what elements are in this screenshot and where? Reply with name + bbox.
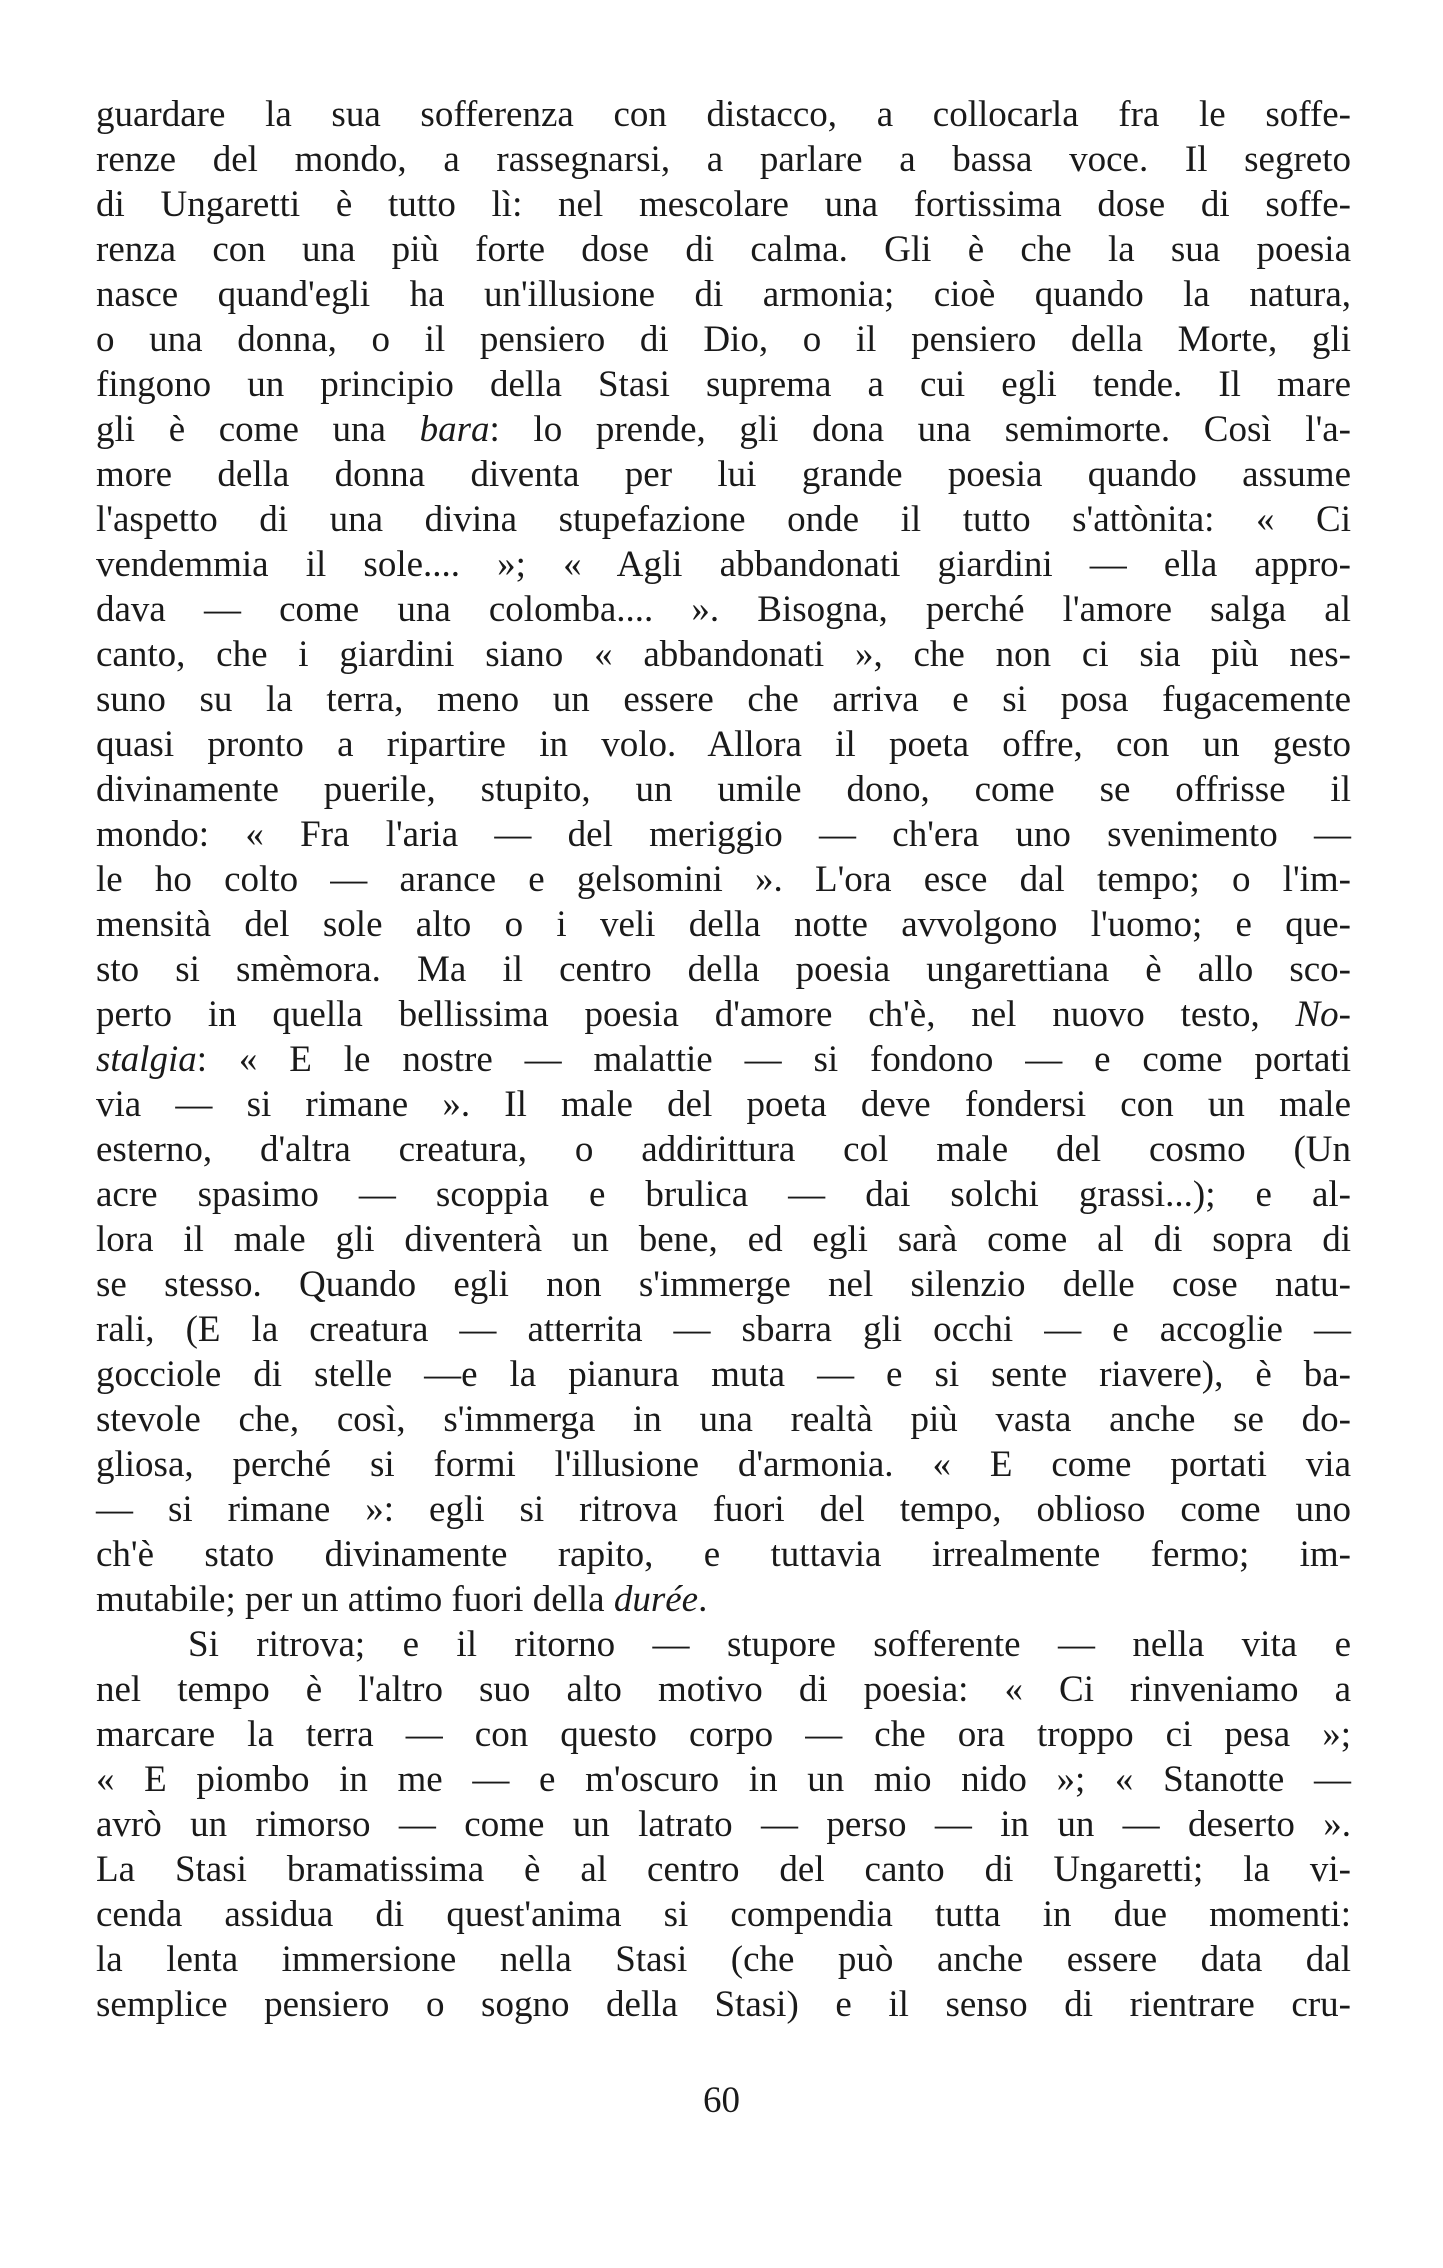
text-line: nasce quand'egli ha un'illusione di armonia; cioè quando la natura, <box>96 274 1351 315</box>
text-line: sto si smèmora. Ma il centro della poesia ungarettiana è allo sco- <box>96 949 1351 990</box>
text-line: renza con una più forte dose di calma. Gli è che la sua poesia <box>96 229 1351 270</box>
text-line: semplice pensiero o sogno della Stasi) e il senso di rientrare cru- <box>96 1984 1351 2025</box>
text-run: mutabile; per un attimo fuori della <box>96 1579 614 1620</box>
text-line: marcare la terra — con questo corpo — che ora troppo ci pesa »; <box>96 1714 1351 1755</box>
text-line: lora il male gli diventerà un bene, ed egli sarà come al di sopra di <box>96 1219 1351 1260</box>
text-line: ch'è stato divinamente rapito, e tuttavia irrealmente fermo; im- <box>96 1534 1351 1575</box>
text-line: acre spasimo — scoppia e brulica — dai solchi grassi...); e al- <box>96 1174 1351 1215</box>
body-text <box>96 92 1351 2027</box>
text-line: esterno, d'altra creatura, o addirittura col male del cosmo (Un <box>96 1129 1351 1170</box>
text-line <box>96 992 1351 1037</box>
text-line: la lenta immersione nella Stasi (che può anche essere data dal <box>96 1939 1351 1980</box>
text-line: rali, (E la creatura — atterrita — sbarra gli occhi — e accoglie — <box>96 1309 1351 1350</box>
text-line: nel tempo è l'altro suo alto motivo di poesia: « Ci rinveniamo a <box>96 1669 1351 1710</box>
italic-word: No- <box>1295 994 1351 1035</box>
text-line: renze del mondo, a rassegnarsi, a parlare a bassa voce. Il segreto <box>96 139 1351 180</box>
text-run: : lo prende, gli dona una semimorte. Così l'a- <box>489 409 1351 450</box>
text-line: suno su la terra, meno un essere che arriva e si posa fugacemente <box>96 679 1351 720</box>
text-line: gliosa, perché si formi l'illusione d'armonia. « E come portati via <box>96 1444 1351 1485</box>
text-run: gli è come una <box>96 409 420 450</box>
page-number: 60 <box>703 2080 740 2121</box>
text-line: quasi pronto a ripartire in volo. Allora il poeta offre, con un gesto <box>96 724 1351 765</box>
text-line: « E piombo in me — e m'oscuro in un mio nido »; « Stanotte — <box>96 1759 1351 1800</box>
text-line: le ho colto — arance e gelsomini ». L'ora esce dal tempo; o l'im- <box>96 859 1351 900</box>
text-line: via — si rimane ». Il male del poeta deve fondersi con un male <box>96 1084 1351 1125</box>
text-run: : « E le nostre — malattie — si fondono — e come portati <box>196 1039 1351 1080</box>
text-line: mondo: « Fra l'aria — del meriggio — ch'era uno svenimento — <box>96 814 1351 855</box>
text-run: . <box>698 1579 708 1620</box>
text-line <box>96 407 1351 452</box>
text-line: l'aspetto di una divina stupefazione onde il tutto s'attònita: « Ci <box>96 499 1351 540</box>
text-line: dava — come una colomba.... ». Bisogna, perché l'amore salga al <box>96 589 1351 630</box>
text-line: guardare la sua sofferenza con distacco, a collocarla fra le soffe- <box>96 94 1351 135</box>
text-line: fingono un principio della Stasi suprema a cui egli tende. Il mare <box>96 364 1351 405</box>
text-line <box>96 1577 1351 1622</box>
text-line: avrò un rimorso — come un latrato — perso — in un — deserto ». <box>96 1804 1351 1845</box>
italic-word: bara <box>419 409 490 450</box>
italic-word: stalgia <box>96 1039 197 1080</box>
text-line: canto, che i giardini siano « abbandonati », che non ci sia più nes- <box>96 634 1351 675</box>
text-line: vendemmia il sole.... »; « Agli abbandonati giardini — ella appro- <box>96 544 1351 585</box>
text-line: o una donna, o il pensiero di Dio, o il pensiero della Morte, gli <box>96 319 1351 360</box>
text-line: mensità del sole alto o i veli della notte avvolgono l'uomo; e que- <box>96 904 1351 945</box>
text-line <box>96 1037 1351 1082</box>
text-line: La Stasi bramatissima è al centro del canto di Ungaretti; la vi- <box>96 1849 1351 1890</box>
text-run: perto in quella bellissima poesia d'amore ch'è, nel nuovo testo, <box>96 994 1296 1035</box>
text-line: divinamente puerile, stupito, un umile dono, come se offrisse il <box>96 769 1351 810</box>
paragraph-first-line: Si ritrova; e il ritorno — stupore sofferente — nella vita e <box>188 1624 1351 1665</box>
text-line: cenda assidua di quest'anima si compendia tutta in due momenti: <box>96 1894 1351 1935</box>
text-line: gocciole di stelle —e la pianura muta — e si sente riavere), è ba- <box>96 1354 1351 1395</box>
text-line: stevole che, così, s'immerga in una realtà più vasta anche se do- <box>96 1399 1351 1440</box>
text-line: se stesso. Quando egli non s'immerge nel silenzio delle cose natu- <box>96 1264 1351 1305</box>
italic-word: durée <box>613 1579 699 1620</box>
text-line: more della donna diventa per lui grande poesia quando assume <box>96 454 1351 495</box>
text-line: — si rimane »: egli si ritrova fuori del tempo, oblioso come uno <box>96 1489 1351 1530</box>
text-line: di Ungaretti è tutto lì: nel mescolare una fortissima dose di soffe- <box>96 184 1351 225</box>
